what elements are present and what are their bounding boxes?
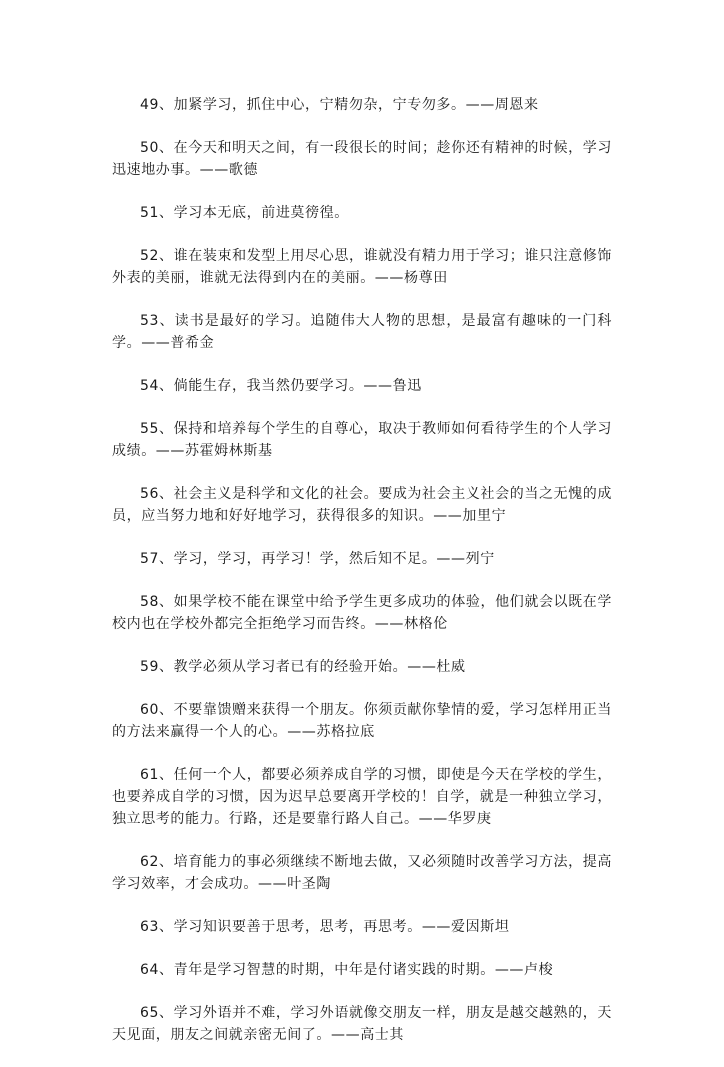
quote-55: 55、保持和培养每个学生的自尊心，取决于教师如何看待学生的个人学习成绩。——苏霍姆林斯基 bbox=[112, 421, 612, 459]
quote-52: 52、谁在装束和发型上用尽心思，谁就没有精力用于学习；谁只注意修饰外表的美丽，谁就无法得到内在的美丽。——杨尊田 bbox=[112, 248, 612, 286]
quote-58: 58、如果学校不能在课堂中给予学生更多成功的体验，他们就会以既在学校内也在学校外都完全拒绝学习而告终。——林格伦 bbox=[112, 594, 612, 632]
quote-65: 65、学习外语并不难，学习外语就像交朋友一样，朋友是越交越熟的，天天见面，朋友之间就亲密无间了。——高士其 bbox=[112, 1005, 612, 1043]
quote-54: 54、倘能生存，我当然仍要学习。——鲁迅 bbox=[140, 378, 422, 394]
quote-53: 53、读书是最好的学习。追随伟大人物的思想，是最富有趣味的一门科学。——普希金 bbox=[112, 313, 612, 351]
quote-57: 57、学习，学习，再学习！学，然后知不足。——列宁 bbox=[140, 551, 495, 567]
quote-62: 62、培育能力的事必须继续不断地去做，又必须随时改善学习方法，提高学习效率，才会成功。——叶圣陶 bbox=[112, 854, 612, 892]
quote-56: 56、社会主义是科学和文化的社会。要成为社会主义社会的当之无愧的成员，应当努力地和好好地学习，获得很多的知识。——加里宁 bbox=[112, 486, 612, 524]
quote-61: 61、任何一个人，都要必须养成自学的习惯，即使是今天在学校的学生，也要养成自学的习惯，因为迟早总要离开学校的！自学，就是一种独立学习，独立思考的能力。行路，还是要靠行路人自己。——华罗庚 bbox=[112, 767, 612, 827]
quote-64: 64、青年是学习智慧的时期，中年是付诸实践的时期。——卢梭 bbox=[140, 962, 554, 978]
quote-59: 59、教学必须从学习者已有的经验开始。——杜威 bbox=[140, 659, 466, 675]
quote-50: 50、在今天和明天之间，有一段很长的时间；趁你还有精神的时候，学习迅速地办事。——歌德 bbox=[112, 140, 612, 178]
quote-49: 49、加紧学习，抓住中心，宁精勿杂，宁专勿多。——周恩来 bbox=[140, 97, 539, 113]
quote-60: 60、不要靠馈赠来获得一个朋友。你须贡献你挚情的爱，学习怎样用正当的方法来赢得一个人的心。——苏格拉底 bbox=[112, 702, 612, 740]
document-page bbox=[112, 94, 612, 1067]
quote-51: 51、学习本无底，前进莫徬徨。 bbox=[140, 205, 349, 221]
quote-63: 63、学习知识要善于思考，思考，再思考。——爱因斯坦 bbox=[140, 919, 510, 935]
